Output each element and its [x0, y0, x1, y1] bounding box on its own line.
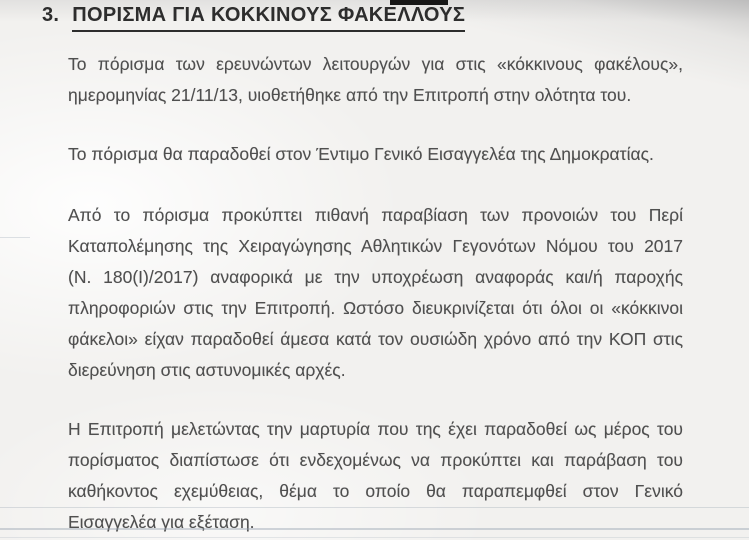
paragraph-possible-law-violation: [68, 200, 683, 386]
text-line: (Ν. 180(Ι)/2017) αναφορικά με την υποχρέωση αναφοράς και/ή παροχής: [68, 267, 683, 287]
section-heading: [42, 4, 465, 32]
scan-line-artifact: [0, 237, 30, 238]
text-line: πληροφοριών στις την Επιτροπή. Ωστόσο διευκρινίζεται ότι όλοι οι «κόκκινοι: [68, 298, 683, 318]
text-line: φάκελοι» είχαν παραδοθεί άμεσα κατά τον ουσιώδη χρόνο από την ΚΟΠ στις: [68, 329, 683, 349]
text-line: Εισαγγελέα για εξέταση.: [68, 512, 255, 532]
text-line: Η Επιτροπή μελετώντας την μαρτυρία που της έχει παραδοθεί ως μέρος του: [68, 419, 683, 439]
paragraph-adoption-of-finding: [68, 49, 683, 111]
section-title: ΠΟΡΙΣΜΑ ΓΙΑ ΚΟΚΚΙΝΟΥΣ ΦΑΚΕΛΛΟΥΣ: [72, 4, 465, 32]
text-line: Καταπολέμησης της Χειραγώγησης Αθλητικών Γεγονότων Νόμου του 2017: [68, 236, 683, 256]
paragraph-delivery-to-attorney-general: [68, 139, 683, 170]
text-line: καθήκοντος εχεμύθειας, θέμα το οποίο θα παραπεμφθεί στον Γενικό: [68, 481, 683, 501]
paragraph-confidentiality-breach: [68, 414, 683, 538]
text-line: Από το πόρισμα προκύπτει πιθανή παραβίαση των προνοιών του Περί: [68, 205, 683, 225]
text-line: Το πόρισμα θα παραδοθεί στον Έντιμο Γενικό Εισαγγελέα της Δημοκρατίας.: [68, 144, 654, 164]
text-line: διερεύνηση στις αστυνομικές αρχές.: [68, 360, 346, 380]
text-line: Το πόρισμα των ερευνώντων λειτουργών για στις «κόκκινους φακέλους»,: [68, 54, 683, 74]
text-line: ημερομηνίας 21/11/13, υιοθετήθηκε από την Επιτροπή στην ολότητα του.: [68, 85, 632, 105]
text-line: πορίσματος διαπίστωσε ότι ενδεχομένως να προκύπτει και παράβαση του: [68, 450, 683, 470]
section-number: 3.: [42, 4, 60, 26]
